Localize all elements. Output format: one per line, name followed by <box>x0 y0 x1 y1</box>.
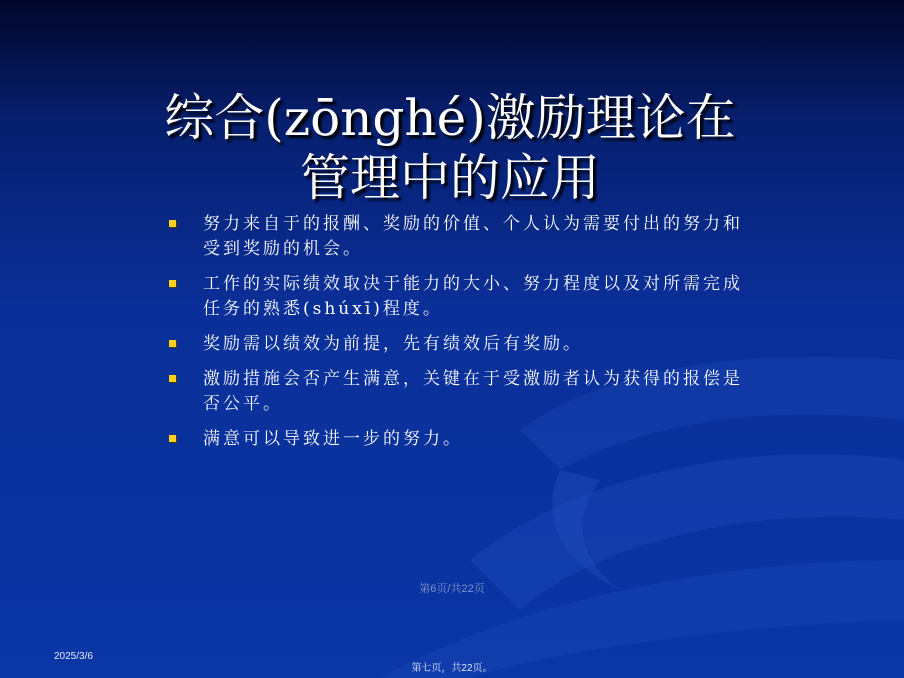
bullet-item <box>165 272 745 322</box>
bullet-text: 奖励需以绩效为前提，先有绩效后有奖励。 <box>203 334 583 354</box>
slide-title <box>100 88 800 208</box>
bullet-text: 工作的实际绩效取决于能力的大小、努力程度以及对所需完成任务的熟悉(shúxī)程度。 <box>203 274 743 319</box>
title-line-2: 管理中的应用 <box>300 149 600 207</box>
square-bullet-icon <box>169 375 176 382</box>
page-indicator: 第6页/共22页 <box>419 583 485 595</box>
footer-page-number: 第七页，共22页。 <box>411 663 493 674</box>
bullet-item <box>165 427 745 452</box>
bullet-text: 满意可以导致进一步的努力。 <box>203 429 463 449</box>
title-line-1: 综合(zōnghé)激励理论在 <box>164 89 736 147</box>
square-bullet-icon <box>169 340 176 347</box>
bullet-text: 努力来自于的报酬、奖励的价值、个人认为需要付出的努力和受到奖励的机会。 <box>203 214 743 259</box>
square-bullet-icon <box>169 435 176 442</box>
square-bullet-icon <box>169 220 176 227</box>
bullet-item <box>165 212 745 262</box>
slide-date: 2025/3/6 <box>54 651 93 662</box>
bullet-text: 激励措施会否产生满意，关键在于受激励者认为获得的报偿是否公平。 <box>203 369 743 414</box>
square-bullet-icon <box>169 280 176 287</box>
bullet-list <box>165 212 745 462</box>
bullet-item <box>165 332 745 357</box>
bullet-item <box>165 367 745 417</box>
